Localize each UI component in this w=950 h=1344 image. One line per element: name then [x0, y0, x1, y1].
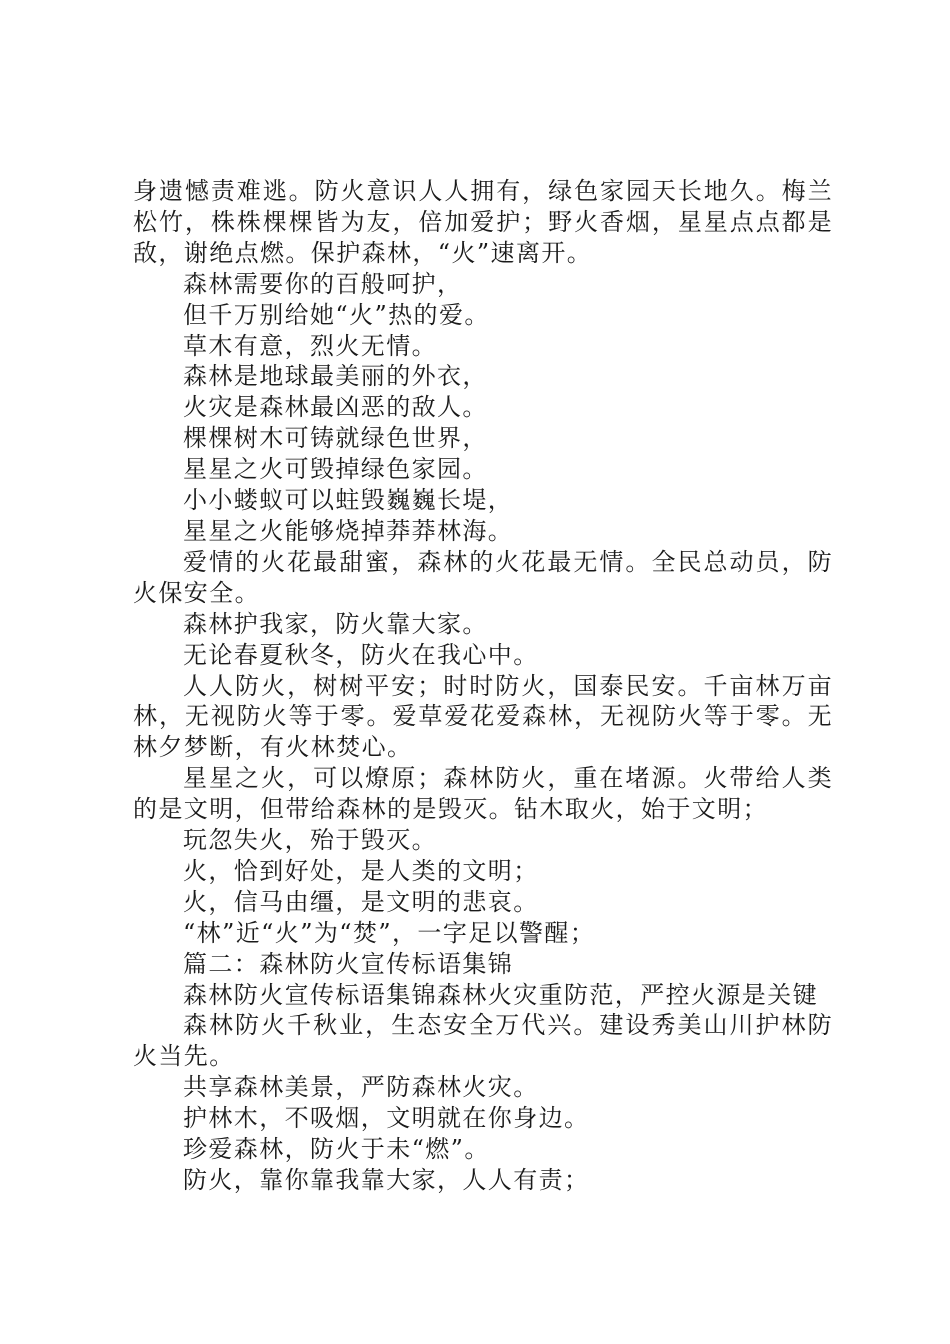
paragraph: 火，信马由缰，是文明的悲哀。 — [183, 887, 539, 916]
paragraph: 但千万别给她“火”热的爱。 — [183, 300, 490, 329]
paragraph: 森林防火千秋业，生态安全万代兴。建设秀美山川护林防火当先。 — [133, 1011, 833, 1071]
paragraph: 森林是地球最美丽的外衣， — [183, 362, 488, 391]
document-body — [133, 176, 833, 1196]
paragraph: 小小蝼蚁可以蛀毁巍巍长堤， — [183, 486, 514, 515]
paragraph: 星星之火，可以燎原；森林防火，重在堵源。火带给人类的是文明，但带给森林的是毁灭。钻木取火，始于文明； — [133, 764, 833, 824]
paragraph: 森林防火宣传标语集锦森林火灾重防范，严控火源是关键 — [183, 980, 818, 1009]
paragraph: 共享森林美景，严防森林火灾。 — [183, 1073, 539, 1102]
paragraph: 星星之火可毁掉绿色家园。 — [183, 455, 488, 484]
paragraph: 护林木，不吸烟，文明就在你身边。 — [183, 1104, 590, 1133]
paragraph: 防火，靠你靠我靠大家，人人有责； — [183, 1166, 590, 1194]
paragraph: 森林护我家，防火靠大家。 — [183, 609, 488, 638]
paragraph: 篇二：森林防火宣传标语集锦 — [183, 949, 514, 978]
paragraph: 无论春夏秋冬，防火在我心中。 — [183, 640, 539, 669]
paragraph: “林”近“火”为“焚”，一字足以警醒； — [183, 918, 596, 947]
paragraph: 森林需要你的百般呵护， — [183, 269, 463, 298]
paragraph: 玩忽失火，殆于毁灭。 — [183, 826, 437, 855]
paragraph: 人人防火，树树平安；时时防火，国泰民安。千亩林万亩林，无视防火等于零。爱草爱花爱森林，无视防火等于零。无林夕梦断，有火林焚心。 — [133, 671, 833, 762]
paragraph: 珍爱森林，防火于未“燃”。 — [183, 1135, 490, 1164]
paragraph: 草木有意，烈火无情。 — [183, 331, 437, 360]
paragraph: 棵棵树木可铸就绿色世界， — [183, 424, 488, 453]
paragraph: 火，恰到好处，是人类的文明； — [183, 856, 539, 885]
paragraph: 火灾是森林最凶恶的敌人。 — [183, 393, 488, 422]
paragraph: 爱情的火花最甜蜜，森林的火花最无情。全民总动员，防火保安全。 — [133, 547, 833, 607]
paragraph: 身遗憾责难逃。防火意识人人拥有，绿色家园天长地久。梅兰松竹，株株棵棵皆为友，倍加爱护；野火香烟，星星点点都是敌，谢绝点燃。保护森林，“火”速离开。 — [133, 177, 833, 267]
paragraph: 星星之火能够烧掉莽莽林海。 — [183, 516, 514, 545]
